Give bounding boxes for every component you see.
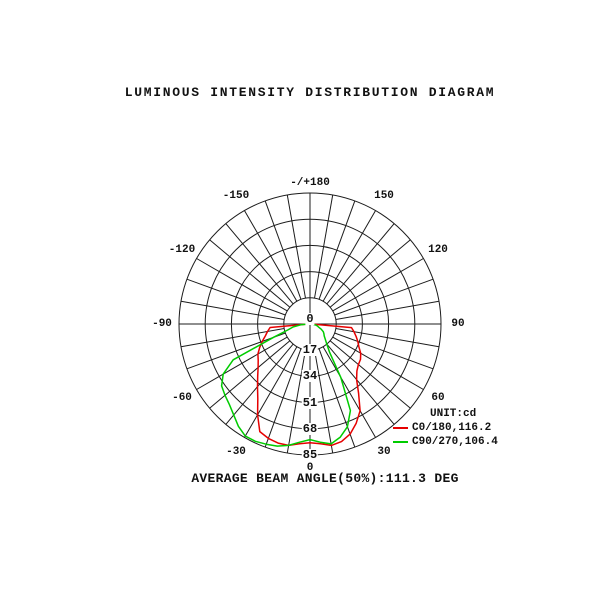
radial-label-17: 17 bbox=[302, 343, 318, 357]
grid-ray-110 bbox=[335, 279, 434, 315]
average-beam-angle-text: AVERAGE BEAM ANGLE(50%):111.3 DEG bbox=[191, 471, 459, 486]
radial-label-68: 68 bbox=[302, 422, 318, 436]
chart-title: LUMINOUS INTENSITY DISTRIBUTION DIAGRAM bbox=[124, 85, 496, 100]
angle-label--120: -120 bbox=[168, 244, 196, 256]
legend-line-swatch-green bbox=[393, 441, 408, 443]
angle-label-150: 150 bbox=[374, 190, 394, 202]
grid-ray-200 bbox=[265, 201, 301, 300]
angle-label-30: 30 bbox=[377, 446, 391, 458]
grid-ray-260 bbox=[181, 301, 284, 319]
grid-ray-190 bbox=[287, 195, 305, 298]
angle-label--+180: -/+180 bbox=[290, 177, 330, 189]
angle-label-60: 60 bbox=[431, 392, 445, 404]
curve-c90-270 bbox=[222, 324, 351, 446]
radial-label-51: 51 bbox=[302, 396, 318, 410]
legend-entry-c90-270 bbox=[393, 435, 498, 449]
grid-ray-170 bbox=[315, 195, 333, 298]
grid-ray-70 bbox=[335, 333, 434, 369]
legend-entry-c0-180 bbox=[393, 421, 498, 435]
grid-ray-80 bbox=[336, 329, 439, 347]
legend bbox=[393, 407, 498, 449]
grid-ray-160 bbox=[319, 201, 355, 300]
radial-label-0: 0 bbox=[306, 312, 314, 326]
grid-ray-280 bbox=[181, 329, 284, 347]
legend-entry-label: C0/180,116.2 bbox=[412, 422, 492, 434]
angle-label-90: 90 bbox=[451, 318, 465, 330]
legend-unit-label: UNIT:cd bbox=[430, 408, 477, 420]
angle-label--30: -30 bbox=[226, 446, 246, 458]
angle-label--60: -60 bbox=[172, 392, 192, 404]
grid-ray-340 bbox=[265, 349, 301, 448]
grid-ray-250 bbox=[187, 279, 286, 315]
angle-label-120: 120 bbox=[428, 244, 448, 256]
legend-entry-label: C90/270,106.4 bbox=[412, 436, 498, 448]
angle-label--90: -90 bbox=[152, 318, 172, 330]
radial-label-85: 85 bbox=[302, 448, 318, 462]
legend-line-swatch-red bbox=[393, 427, 408, 429]
angle-label-0: 0 bbox=[306, 462, 314, 474]
angle-label--150: -150 bbox=[222, 190, 250, 202]
grid-ray-20 bbox=[319, 349, 355, 448]
radial-label-34: 34 bbox=[302, 369, 318, 383]
grid-ray-100 bbox=[336, 301, 439, 319]
